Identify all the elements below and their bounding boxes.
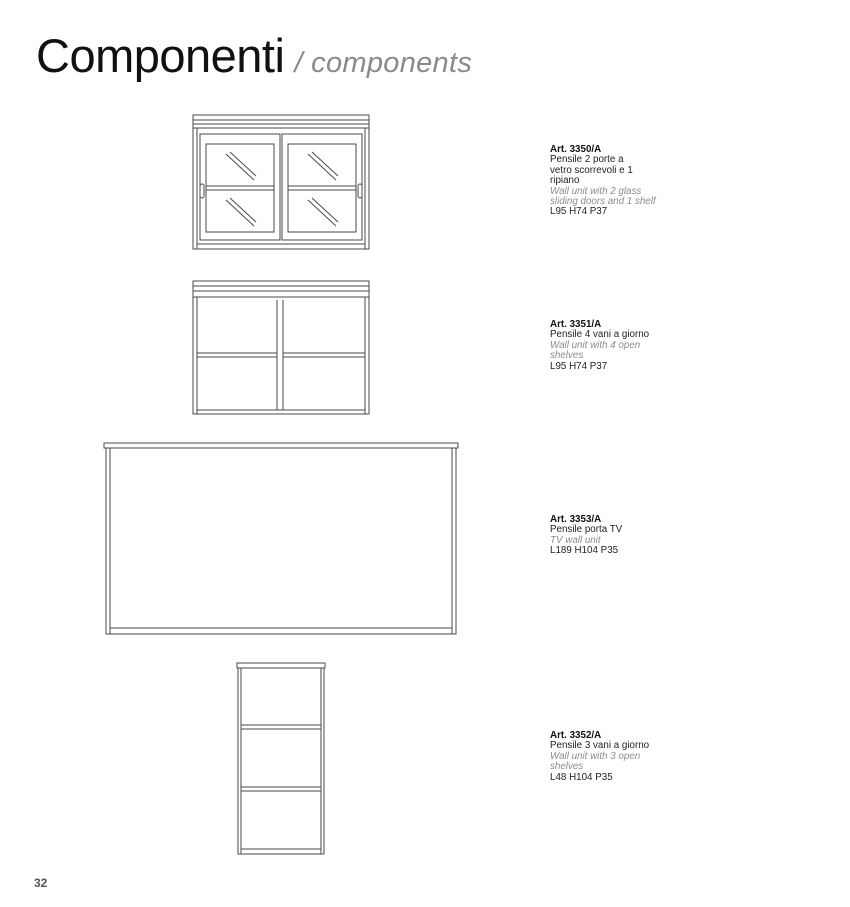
item-description-en: Wall unit with 4 open shelves — [550, 339, 641, 362]
item-dimensions: L48 H104 P35 — [550, 771, 613, 783]
drawing-3352a — [236, 662, 326, 856]
page-number: 32 — [34, 876, 48, 890]
item-dimensions: L189 H104 P35 — [550, 545, 619, 557]
item-description-it: Pensile 4 vani a giorno — [550, 329, 650, 341]
drawing-3353a — [103, 442, 459, 636]
item-dimensions: L95 H74 P37 — [550, 360, 608, 372]
item-description-en: TV wall unit — [550, 534, 601, 546]
page-title — [36, 28, 472, 83]
drawing-3350a — [192, 114, 370, 251]
drawing-3351a — [192, 280, 370, 416]
spec-3352a — [550, 731, 680, 783]
item-code: Art. 3353/A — [550, 514, 602, 525]
spec-3350a — [550, 145, 680, 218]
item-description-en: Wall unit with 2 glass sliding doors and 1 shelf — [550, 185, 656, 208]
title-subtitle: / components — [294, 47, 473, 79]
spec-3351a — [550, 320, 680, 372]
spec-3353a — [550, 515, 680, 557]
item-description-it: Pensile porta TV — [550, 524, 623, 536]
item-code: Art. 3352/A — [550, 730, 602, 741]
item-code: Art. 3351/A — [550, 319, 602, 330]
title-main: Componenti — [36, 29, 285, 82]
item-description-it: Pensile 3 vani a giorno — [550, 740, 650, 752]
item-description-it: Pensile 2 porte a vetro scorrevoli e 1 ripiano — [550, 154, 633, 187]
item-dimensions: L95 H74 P37 — [550, 206, 608, 218]
item-description-en: Wall unit with 3 open shelves — [550, 750, 641, 773]
item-code: Art. 3350/A — [550, 144, 602, 155]
